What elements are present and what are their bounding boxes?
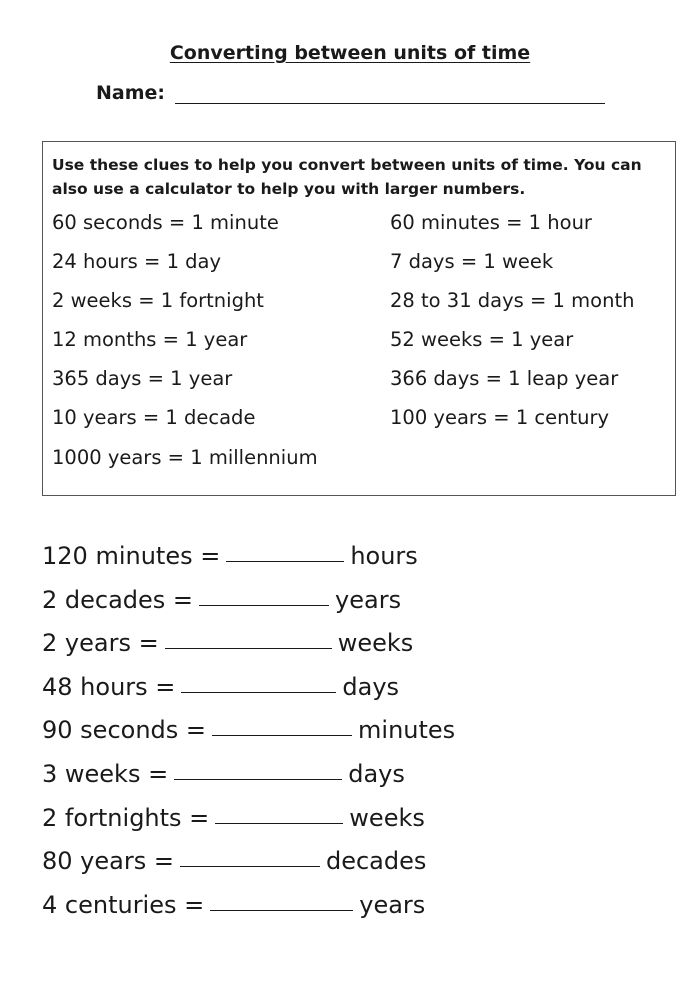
question-unit: decades bbox=[325, 847, 427, 876]
answer-blank[interactable] bbox=[226, 541, 344, 562]
name-label: Name: bbox=[96, 82, 166, 104]
question-unit: hours bbox=[350, 542, 418, 570]
clue-item: 28 to 31 days = 1 month bbox=[390, 289, 635, 312]
question-prompt: 90 seconds = bbox=[42, 716, 207, 745]
question-prompt: 48 hours = bbox=[42, 672, 176, 701]
question-row bbox=[42, 804, 662, 848]
question-row bbox=[42, 891, 662, 935]
clue-item: 24 hours = 1 day bbox=[52, 250, 222, 273]
question-row bbox=[42, 542, 662, 586]
worksheet-title-text: Converting between units of time bbox=[169, 42, 531, 64]
question-row bbox=[42, 586, 662, 630]
question-list bbox=[42, 542, 662, 934]
question-unit: minutes bbox=[358, 716, 456, 745]
question-row bbox=[42, 847, 662, 891]
clue-item: 1000 years = 1 millennium bbox=[52, 446, 318, 469]
question-prompt: 4 centuries = bbox=[42, 890, 205, 919]
question-unit: days bbox=[348, 759, 405, 788]
answer-blank[interactable] bbox=[180, 846, 320, 867]
clue-item: 60 seconds = 1 minute bbox=[52, 211, 279, 234]
question-prompt: 3 weeks = bbox=[42, 759, 169, 788]
question-prompt: 120 minutes = bbox=[42, 542, 221, 570]
clue-intro: Use these clues to help you convert between units of time. You can also use a calculator to help you with larger numbers. bbox=[52, 156, 642, 198]
clue-item: 12 months = 1 year bbox=[52, 328, 248, 351]
question-row bbox=[42, 629, 662, 673]
answer-blank[interactable] bbox=[165, 628, 332, 649]
name-field[interactable] bbox=[175, 83, 605, 104]
clue-item: 2 weeks = 1 fortnight bbox=[52, 289, 264, 312]
clue-item: 365 days = 1 year bbox=[52, 367, 233, 390]
answer-blank[interactable] bbox=[215, 803, 343, 824]
worksheet-title bbox=[0, 42, 700, 64]
answer-blank[interactable] bbox=[181, 672, 336, 693]
answer-blank[interactable] bbox=[174, 759, 342, 780]
question-prompt: 2 fortnights = bbox=[42, 803, 210, 832]
clue-item: 366 days = 1 leap year bbox=[390, 367, 619, 390]
question-prompt: 2 decades = bbox=[42, 585, 194, 614]
clue-item: 60 minutes = 1 hour bbox=[390, 211, 592, 234]
question-row bbox=[42, 673, 662, 717]
question-unit: days bbox=[342, 672, 400, 701]
clue-box bbox=[42, 141, 676, 496]
clue-item: 7 days = 1 week bbox=[390, 250, 554, 273]
name-row bbox=[96, 82, 605, 104]
clue-item: 10 years = 1 decade bbox=[52, 406, 256, 429]
answer-blank[interactable] bbox=[210, 890, 353, 911]
question-unit: weeks bbox=[337, 629, 414, 658]
question-unit: years bbox=[359, 890, 426, 919]
answer-blank[interactable] bbox=[199, 585, 329, 606]
question-unit: years bbox=[335, 585, 402, 614]
question-row bbox=[42, 760, 662, 804]
question-unit: weeks bbox=[349, 803, 425, 832]
question-prompt: 2 years = bbox=[42, 629, 159, 658]
clue-item: 100 years = 1 century bbox=[390, 406, 610, 429]
answer-blank[interactable] bbox=[212, 715, 352, 736]
question-row bbox=[42, 716, 662, 760]
question-prompt: 80 years = bbox=[42, 847, 174, 876]
clue-item: 52 weeks = 1 year bbox=[390, 328, 574, 351]
